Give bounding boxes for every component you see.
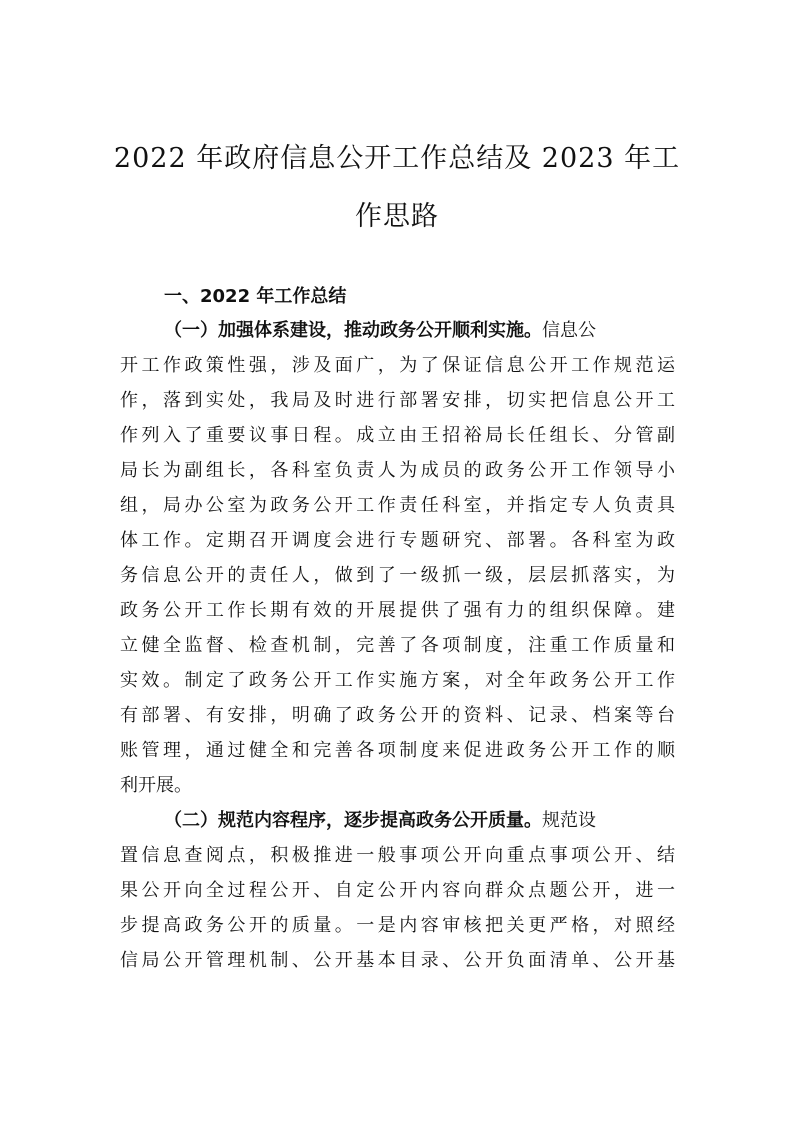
title-line-1: 2022 年政府信息公开工作总结及 2023 年工 (113, 143, 681, 174)
paragraph-1-line: 务信息公开的责任人，做到了一级抓一级，层层抓落实，为 (120, 565, 675, 586)
title-line-2: 作思路 (355, 201, 439, 232)
paragraph-1-line: 体工作。定期召开调度会进行专题研究、部署。各科室为政 (120, 530, 675, 551)
paragraph-1-line: 作，落到实处，我局及时进行部署安排，切实把信息公开工 (120, 390, 675, 411)
paragraph-2-line-1 (164, 806, 675, 836)
paragraph-1-line: 组，局办公室为政务公开工作责任科室，并指定专人负责具 (120, 495, 675, 516)
paragraph-1-line: 有部署、有安排，明确了政务公开的资料、记录、档案等台 (120, 705, 675, 726)
paragraph-2-subheading: （二）规范内容程序，逐步提高政务公开质量。 (164, 810, 542, 831)
paragraph-2-line-1-text: 规范设 (542, 810, 596, 831)
paragraph-1-line: 开工作政策性强，涉及面广，为了保证信息公开工作规范运 (120, 355, 675, 376)
paragraph-1-line: 利开展。 (120, 775, 192, 796)
paragraph-1-line: 作列入了重要议事日程。成立由王招裕局长任组长、分管副 (120, 425, 675, 446)
paragraph-2-line: 果公开向全过程公开、自定公开内容向群众点题公开，进一 (120, 880, 675, 901)
paragraph-1-line-1 (164, 316, 675, 346)
paragraph-2-line: 步提高政务公开的质量。一是内容审核把关更严格，对照经 (120, 915, 675, 936)
paragraph-2-line: 信局公开管理机制、公开基本目录、公开负面清单、公开基 (120, 950, 675, 971)
paragraph-1-line-1-text: 信息公 (542, 320, 596, 341)
paragraph-2-line: 置信息查阅点，积极推进一般事项公开向重点事项公开、结 (120, 845, 675, 866)
paragraph-1-line: 局长为副组长，各科室负责人为成员的政务公开工作领导小 (120, 460, 675, 481)
paragraph-1-line: 立健全监督、检查机制，完善了各项制度，注重工作质量和 (120, 635, 675, 656)
paragraph-1-line: 实效。制定了政务公开工作实施方案，对全年政务公开工作 (120, 670, 675, 691)
section-heading: 一、2022 年工作总结 (164, 286, 347, 307)
paragraph-1-subheading: （一）加强体系建设，推动政务公开顺利实施。 (164, 320, 542, 341)
paragraph-1-line: 账管理，通过健全和完善各项制度来促进政务公开工作的顺 (120, 740, 675, 761)
document-title (110, 130, 684, 246)
paragraph-1-line: 政务公开工作长期有效的开展提供了强有力的组织保障。建 (120, 600, 675, 621)
